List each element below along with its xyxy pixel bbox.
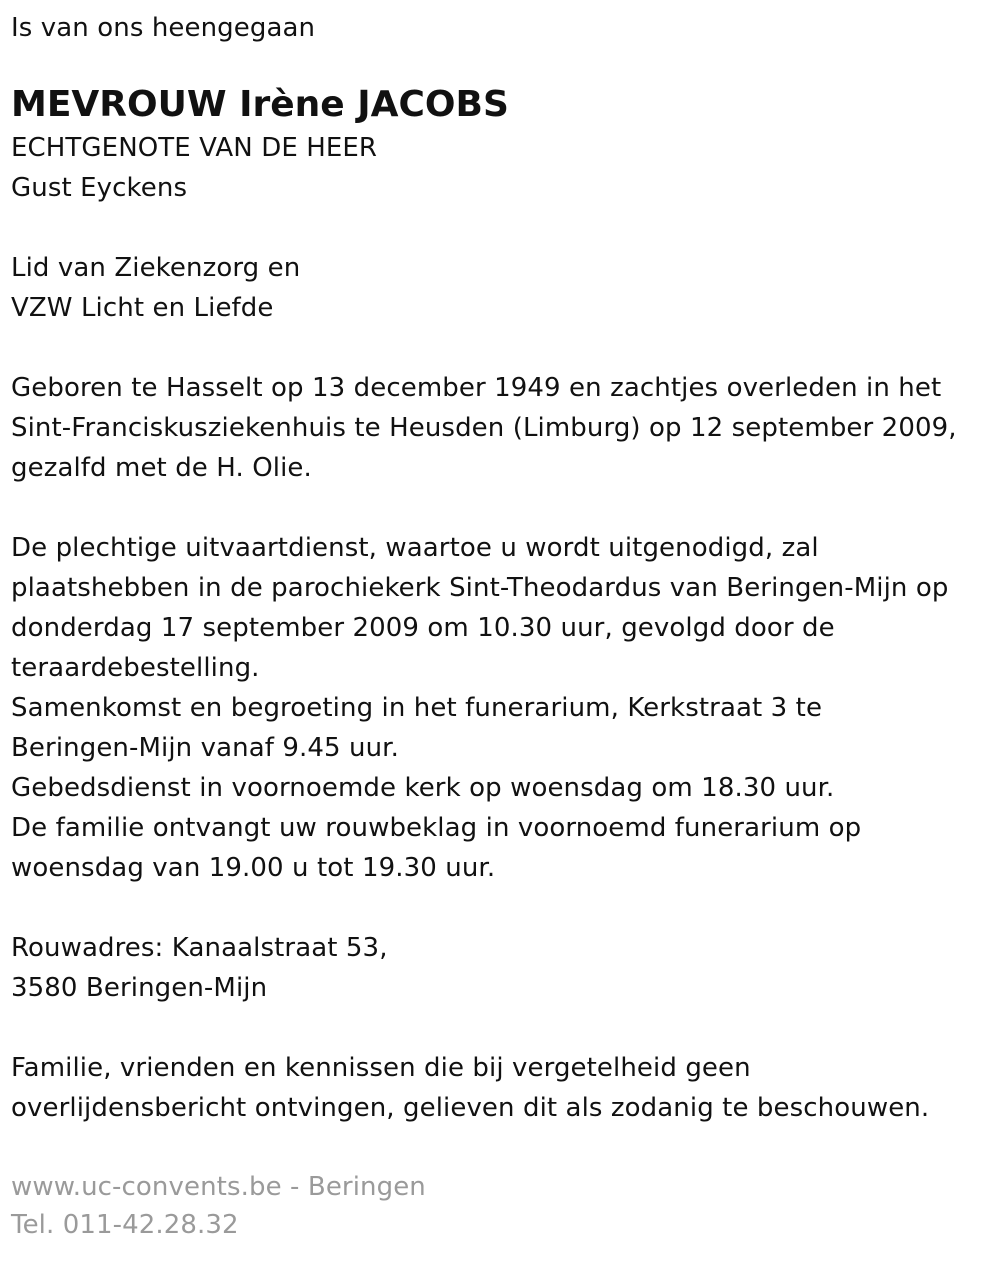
birth-death-line: Sint-Franciskusziekenhuis te Heusden (Limburg) op 12 september 2009,: [11, 413, 957, 443]
intro-text: Is van ons heengegaan: [11, 13, 316, 43]
footer: [11, 1168, 1000, 1244]
funeral-line: Samenkomst en begroeting in het funerarium, Kerkstraat 3 te: [11, 693, 823, 723]
birth-death-block: [11, 368, 1000, 488]
membership-line: Lid van Ziekenzorg en: [11, 253, 301, 283]
footer-phone: Tel. 011-42.28.32: [11, 1210, 239, 1240]
membership-block: [11, 248, 1000, 328]
funeral-line: plaatshebben in de parochiekerk Sint-Theodardus van Beringen-Mijn op: [11, 573, 949, 603]
deceased-name: MEVROUW Irène JACOBS: [11, 84, 509, 125]
closing-line: overlijdensbericht ontvingen, gelieven dit als zodanig te beschouwen.: [11, 1093, 930, 1123]
address-line: Rouwadres: Kanaalstraat 53,: [11, 933, 388, 963]
membership-line: VZW Licht en Liefde: [11, 293, 274, 323]
closing-line: Familie, vrienden en kennissen die bij vergetelheid geen: [11, 1053, 751, 1083]
spouse-label: ECHTGENOTE VAN DE HEER: [11, 133, 378, 163]
funeral-block: [11, 528, 1000, 888]
funeral-line: teraardebestelling.: [11, 653, 260, 683]
funeral-line: donderdag 17 september 2009 om 10.30 uur, gevolgd door de: [11, 613, 835, 643]
address-line: 3580 Beringen-Mijn: [11, 973, 268, 1003]
funeral-line: Beringen-Mijn vanaf 9.45 uur.: [11, 733, 399, 763]
funeral-line: Gebedsdienst in voornoemde kerk op woensdag om 18.30 uur.: [11, 773, 835, 803]
closing-block: [11, 1048, 1000, 1128]
spouse-block: [11, 128, 1000, 208]
funeral-line: woensdag van 19.00 u tot 19.30 uur.: [11, 853, 496, 883]
footer-website: www.uc-convents.be - Beringen: [11, 1172, 426, 1202]
funeral-line: De plechtige uitvaartdienst, waartoe u wordt uitgenodigd, zal: [11, 533, 819, 563]
birth-death-line: gezalfd met de H. Olie.: [11, 453, 312, 483]
spouse-name: Gust Eyckens: [11, 173, 188, 203]
funeral-line: De familie ontvangt uw rouwbeklag in voornoemd funerarium op: [11, 813, 862, 843]
birth-death-line: Geboren te Hasselt op 13 december 1949 en zachtjes overleden in het: [11, 373, 942, 403]
address-block: [11, 928, 1000, 1008]
